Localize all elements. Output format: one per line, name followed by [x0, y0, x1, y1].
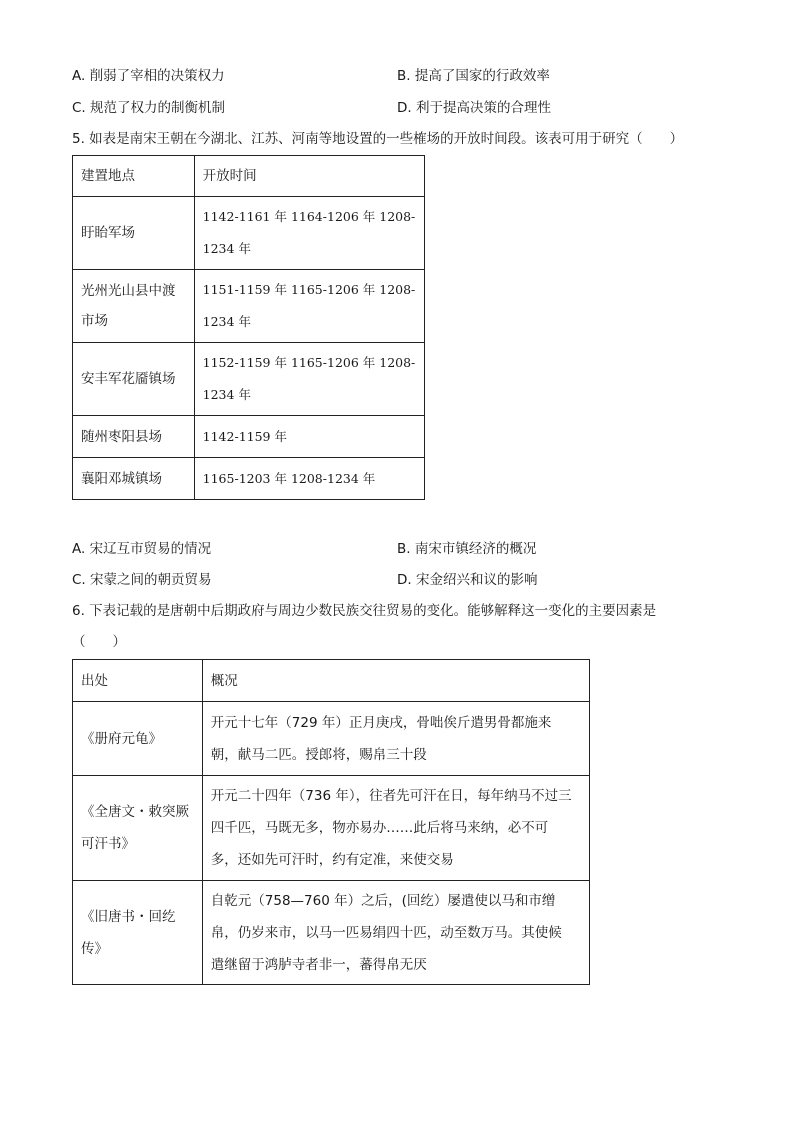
q5-option-c: C. 宋蒙之间的朝贡贸易 [72, 572, 212, 588]
q5-stem: 5. 如表是南宋王朝在今湖北、江苏、河南等地设置的一些榷场的开放时间段。该表可用于研究（ ） [72, 131, 684, 147]
time-cell: 1151-1159 年 1165-1206 年 1208- 1234 年 [194, 270, 424, 343]
place-cell: 盱眙军场 [73, 197, 195, 270]
table-header-row [73, 156, 425, 197]
place-cell: 随州枣阳县场 [73, 416, 195, 458]
time-cell: 1165-1203 年 1208-1234 年 [194, 458, 424, 500]
q4-option-d: D. 利于提高决策的合理性 [397, 100, 551, 116]
time-cell: 1142-1159 年 [194, 416, 424, 458]
content-cell: 自乾元（758—760 年）之后，(回纥）屡遣使以马和市缯 帛，仍岁来市，以马一匹易绢四十匹，动至数万马。其使候 遣继留于鸿胪寺者非一，蕃得帛无厌 [202, 881, 589, 985]
q4-option-b: B. 提高了国家的行政效率 [397, 68, 550, 84]
column-header: 概况 [202, 660, 589, 702]
q6-table [72, 659, 590, 985]
content-cell: 开元十七年（729 年）正月庚戌，骨咄俟斤遣男骨都施来 朝，献马二匹。授郎将，赐帛三十段 [202, 702, 589, 776]
table-row [73, 458, 425, 500]
q4-option-a: A. 削弱了宰相的决策权力 [72, 68, 225, 84]
table-row [73, 776, 590, 881]
time-cell: 1152-1159 年 1165-1206 年 1208- 1234 年 [194, 343, 424, 416]
table-row [73, 416, 425, 458]
column-header: 出处 [73, 660, 203, 702]
table-row [73, 197, 425, 270]
table-row [73, 343, 425, 416]
q5-option-a: A. 宋辽互市贸易的情况 [72, 541, 212, 557]
source-cell: 《旧唐书・回纥 传》 [73, 881, 203, 985]
table-header-row [73, 660, 590, 702]
place-cell: 襄阳邓城镇场 [73, 458, 195, 500]
place-cell: 安丰军花靥镇场 [73, 343, 195, 416]
place-cell: 光州光山县中渡 市场 [73, 270, 195, 343]
table-row [73, 702, 590, 776]
source-cell: 《册府元龟》 [73, 702, 203, 776]
table-row [73, 270, 425, 343]
time-cell: 1142-1161 年 1164-1206 年 1208- 1234 年 [194, 197, 424, 270]
column-header: 开放时间 [194, 156, 424, 197]
q6-stem-continued: （ ） [72, 634, 126, 650]
q5-option-d: D. 宋金绍兴和议的影响 [397, 572, 538, 588]
content-cell: 开元二十四年（736 年），往者先可汗在日，每年纳马不过三 四千匹，马既无多，物亦易办……此后将马来纳，必不可 多，还如先可汗时，约有定准，来使交易 [202, 776, 589, 881]
column-header: 建置地点 [73, 156, 195, 197]
source-cell: 《全唐文・敕突厥 可汗书》 [73, 776, 203, 881]
q5-option-b: B. 南宋市镇经济的概况 [397, 541, 537, 557]
q4-option-c: C. 规范了权力的制衡机制 [72, 100, 226, 116]
q6-stem: 6. 下表记载的是唐朝中后期政府与周边少数民族交往贸易的变化。能够解释这一变化的主要因素是 [72, 603, 657, 619]
table-row [73, 881, 590, 985]
q5-table [72, 155, 425, 500]
